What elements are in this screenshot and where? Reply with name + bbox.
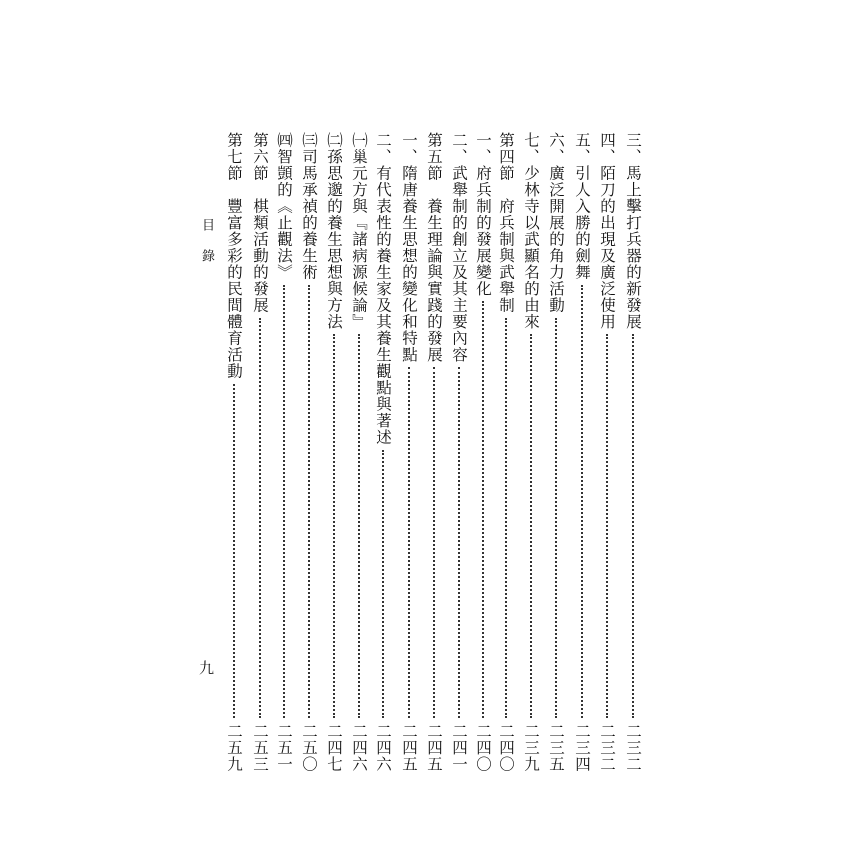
- toc-entry-label: 一、府兵制的發展變化: [474, 132, 492, 297]
- toc-entry: [273, 132, 295, 772]
- toc-entry: [622, 132, 644, 772]
- toc-entry-page: 二四七: [325, 722, 343, 772]
- dot-leader: [458, 367, 460, 718]
- toc-entry: [472, 132, 494, 772]
- toc-entry-label: 第四節 府兵制與武舉制: [497, 132, 515, 314]
- toc-entry: [596, 132, 618, 772]
- toc-entry-label: ㈣智顗的《止觀法》: [275, 132, 293, 281]
- dot-leader: [283, 285, 285, 718]
- dot-leader: [333, 334, 335, 718]
- toc-entry: [298, 132, 320, 772]
- toc-entry-label: 第七節 豐富多彩的民間體育活動: [225, 132, 243, 380]
- toc-entry-label: 一、隋唐養生思想的變化和特點: [400, 132, 418, 363]
- toc-entry: [423, 132, 445, 772]
- toc-entry-page: 二五九: [225, 722, 243, 772]
- toc-entry-label: 七、少林寺以武顯名的由來: [522, 132, 540, 330]
- toc-entry-page: 二四〇: [497, 722, 515, 772]
- toc-entry-page: 二四六: [350, 722, 368, 772]
- toc-entry-label: 二、有代表性的養生家及其養生觀點與著述: [374, 132, 392, 446]
- toc-entry-label: 二、武舉制的創立及其主要內容: [450, 132, 468, 363]
- dot-leader: [259, 318, 261, 718]
- dot-leader: [555, 318, 557, 718]
- toc-entry-label: 五、引人入勝的劍舞: [573, 132, 591, 281]
- toc-entry-label: 六、廣泛開展的角力活動: [547, 132, 565, 314]
- toc-entry-page: 二四五: [425, 722, 443, 772]
- dot-leader: [233, 384, 235, 718]
- toc-entry: [520, 132, 542, 772]
- toc-entry-page: 二三二: [624, 722, 642, 772]
- toc-entry: [545, 132, 567, 772]
- dot-leader: [632, 334, 634, 718]
- toc-entry-label: ㈢司馬承禎的養生術: [300, 132, 318, 281]
- toc-entry-page: 二五〇: [300, 722, 318, 772]
- dot-leader: [408, 367, 410, 718]
- dot-leader: [308, 285, 310, 718]
- dot-leader: [382, 450, 384, 718]
- toc-entry-page: 二四五: [400, 722, 418, 772]
- toc-entry-page: 二三四: [573, 722, 591, 772]
- toc-entry-label: 三、馬上擊打兵器的新發展: [624, 132, 642, 330]
- toc-entry: [571, 132, 593, 772]
- toc-entry-page: 二五三: [251, 722, 269, 772]
- dot-leader: [581, 285, 583, 718]
- folio-page-number: [195, 660, 217, 676]
- dot-leader: [482, 301, 484, 718]
- toc-entry-page: 二四一: [450, 722, 468, 772]
- toc-entry-label: 四、陌刀的出現及廣泛使用: [598, 132, 616, 330]
- dot-leader: [505, 318, 507, 718]
- toc-entry-label: ㈡孫思邈的養生思想與方法: [325, 132, 343, 330]
- toc-entry-page: 二三五: [547, 722, 565, 772]
- toc-entry: [348, 132, 370, 772]
- dot-leader: [433, 367, 435, 718]
- dot-leader: [358, 334, 360, 718]
- toc-entry: [323, 132, 345, 772]
- toc-entry-page: 二三二: [598, 722, 616, 772]
- toc-entry-page: 二四六: [374, 722, 392, 772]
- toc-entry: [249, 132, 271, 772]
- toc-entry: [398, 132, 420, 772]
- toc-entry: [372, 132, 394, 772]
- dot-leader: [530, 334, 532, 718]
- toc-entry-page: 二四〇: [474, 722, 492, 772]
- toc-entry: [223, 132, 245, 772]
- running-header-title: [195, 218, 217, 280]
- folio-text: 九: [197, 660, 215, 676]
- toc-entry: [495, 132, 517, 772]
- toc-entry-label: ㈠巢元方與『諸病源候論』: [350, 132, 368, 330]
- dot-leader: [606, 334, 608, 718]
- toc-entry: [448, 132, 470, 772]
- toc-entry-page: 二三九: [522, 722, 540, 772]
- toc-entry-page: 二五一: [275, 722, 293, 772]
- toc-entry-label: 第六節 棋類活動的發展: [251, 132, 269, 314]
- header-title-text: 目錄: [199, 218, 214, 280]
- toc-entry-label: 第五節 養生理論與實踐的發展: [425, 132, 443, 363]
